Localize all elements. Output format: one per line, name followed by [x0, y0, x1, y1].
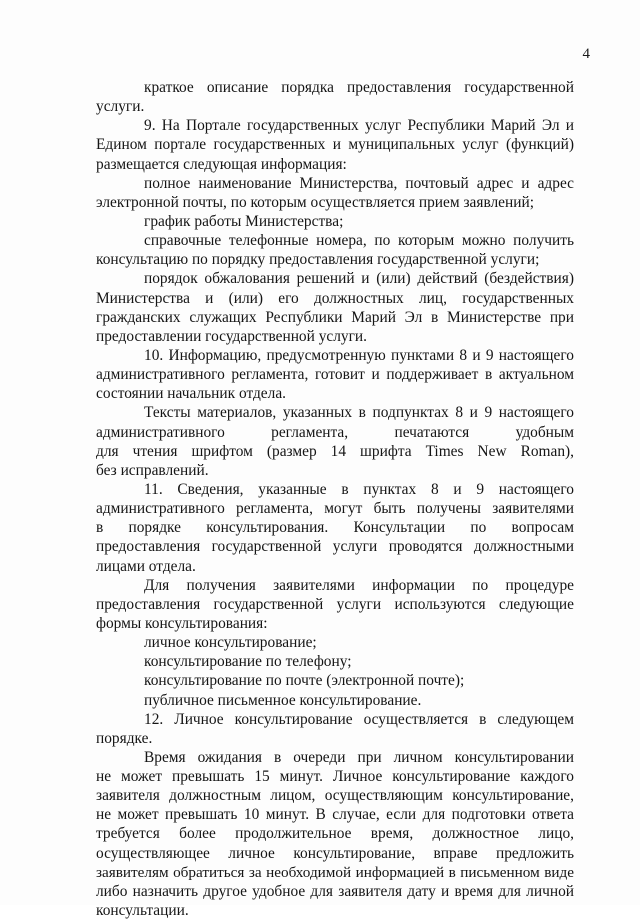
- text-line: публичное письменное консультирование.: [144, 691, 422, 709]
- text-line: полное наименование Министерства, почтовый адрес и адрес: [144, 174, 574, 192]
- text-line: осуществляющее личное консультирование, вправе предложить: [96, 844, 574, 862]
- text-line: 12. Личное консультирование осуществляется в следующем: [144, 710, 574, 728]
- text-line: размещается следующая информация:: [96, 155, 347, 173]
- text-line: 10. Информацию, предусмотренную пунктами 8 и 9 настоящего: [144, 346, 574, 364]
- text-line: консультацию по порядку предоставления государственной услуги;: [96, 251, 540, 269]
- text-line: Едином портале государственных и муниципальных услуг (функций): [96, 136, 574, 154]
- page-number: 4: [582, 46, 590, 62]
- text-line: состоянии начальник отдела.: [96, 385, 286, 403]
- text-line: заявителя должностным лицом, осуществляющим консультирование,: [96, 787, 574, 805]
- text-line: либо назначить другое удобное для заявителя дату и время для личной: [96, 882, 574, 900]
- text-line: краткое описание порядка предоставления государственной: [144, 79, 574, 96]
- text-line: услуги.: [96, 98, 145, 116]
- text-line: гражданских служащих Республики Марий Эл в Министерстве при: [96, 308, 574, 326]
- text-line: консультирование по телефону;: [144, 653, 352, 671]
- text-line: электронной почты, по которым осуществляется прием заявлений;: [96, 193, 535, 211]
- text-line: консультации.: [96, 902, 189, 920]
- text-line: административного регламента, могут быть получены заявителями: [96, 500, 574, 518]
- text-line: для чтения шрифтом (размер 14 шрифта Times New Roman),: [96, 442, 574, 460]
- text-line: справочные телефонные номера, по которым можно получить: [144, 232, 574, 250]
- text-line: порядке.: [96, 729, 153, 747]
- text-line: без исправлений.: [96, 461, 209, 479]
- text-line: Тексты материалов, указанных в подпунктах 8 и 9 настоящего: [144, 404, 574, 422]
- text-line: требуется более продолжительное время, должностное лицо,: [96, 825, 574, 843]
- text-line: заявителям обратиться за необходимой информацией в письменном виде: [96, 863, 574, 881]
- text-line: порядок обжалования решений и (или) действий (бездействия): [144, 270, 574, 288]
- body-text: [96, 78, 574, 920]
- text-line: предоставлении государственной услуги.: [96, 327, 368, 345]
- text-line: не может превышать 15 минут. Личное консультирование каждого: [96, 768, 574, 786]
- text-line: формы консультирования:: [96, 614, 268, 632]
- text-line: административного регламента, печатаются удобным: [96, 423, 574, 441]
- text-line: 9. На Портале государственных услуг Республики Марий Эл и: [144, 117, 574, 135]
- text-line: Время ожидания в очереди при личном консультировании: [144, 748, 574, 766]
- text-line: предоставления государственной услуги используются следующие: [96, 595, 574, 613]
- text-line: не может превышать 10 минут. В случае, если для подготовки ответа: [96, 806, 574, 824]
- text-line: график работы Министерства;: [144, 212, 344, 230]
- text-line: административного регламента, готовит и поддерживает в актуальном: [96, 366, 574, 384]
- text-line: лицами отдела.: [96, 557, 196, 575]
- text-line: в порядке консультирования. Консультации по вопросам: [96, 519, 574, 537]
- text-line: Министерства и (или) его должностных лиц, государственных: [96, 289, 574, 307]
- text-line: Для получения заявителями информации по процедуре: [144, 576, 574, 594]
- text-line: консультирование по почте (электронной почте);: [144, 672, 465, 690]
- text-line: предоставления государственной услуги проводятся должностными: [96, 538, 574, 556]
- text-line: личное консультирование;: [144, 634, 317, 652]
- text-line: 11. Сведения, указанные в пунктах 8 и 9 настоящего: [144, 480, 574, 498]
